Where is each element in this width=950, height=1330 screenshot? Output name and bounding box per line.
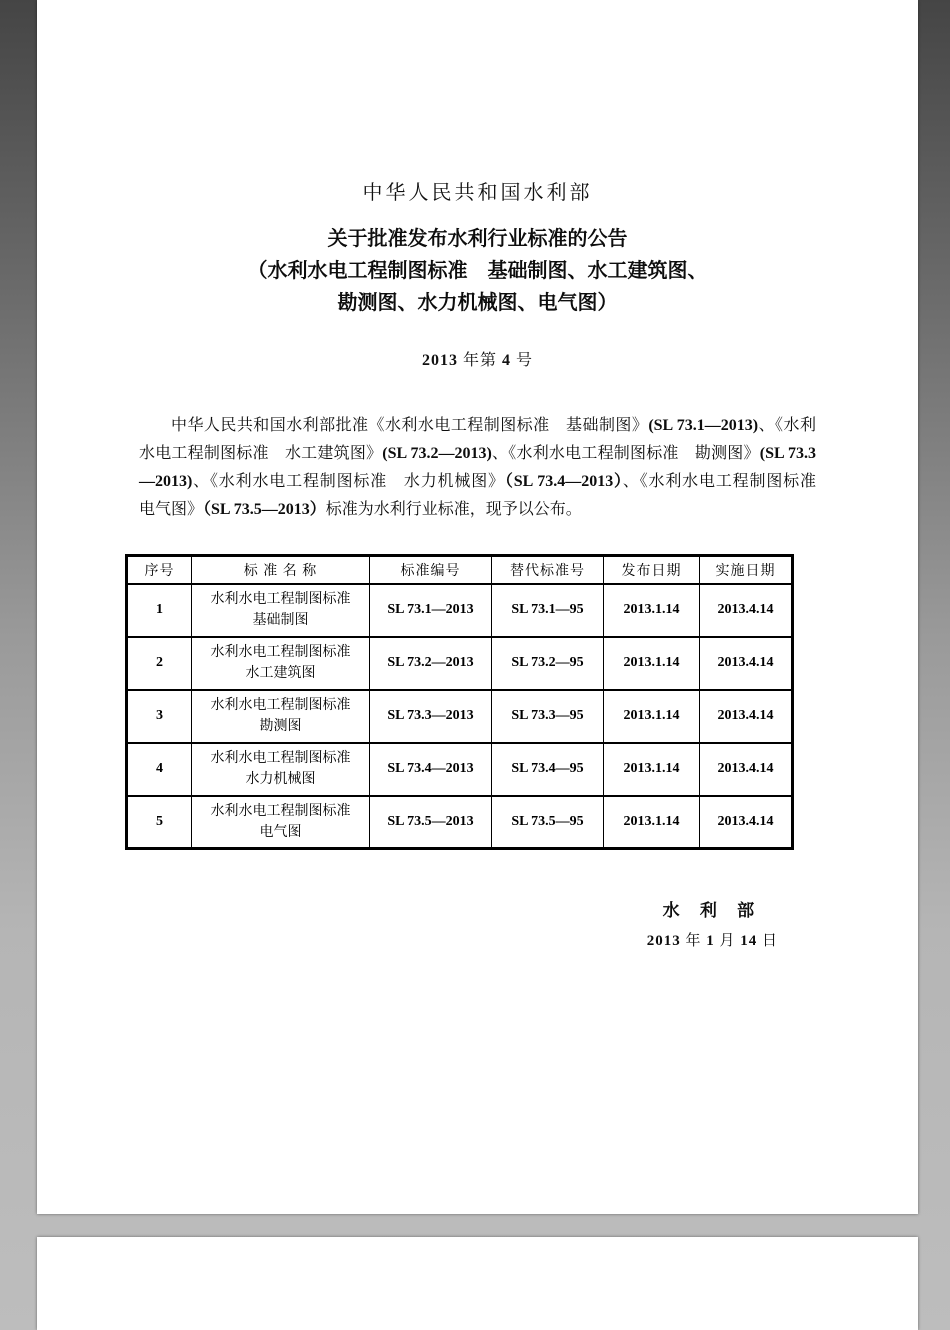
standard-name-line1: 水利水电工程制图标准 [210,698,351,713]
standard-name-line2: 基础制图 [252,613,309,628]
issue-number [37,347,918,370]
signature-inner [647,896,778,950]
cell-issue-date: 2013.1.14 [604,690,700,743]
announcement-body-segment: 、《水利水电工程制图标准 电气图》 [139,473,832,518]
col-header-no: 序号 [127,556,192,584]
cell-impl-date: 2013.4.14 [700,796,793,849]
table-row [127,637,793,690]
issue-number-segment: 4 [502,352,511,369]
signature-date-segment: 日 [757,933,778,949]
signature-block [37,896,778,950]
signature-date-segment: 月 [714,933,741,949]
cell-no: 3 [127,690,192,743]
cell-standard-name [192,584,370,637]
cell-code: SL 73.5—2013 [370,796,492,849]
cell-standard-name [192,796,370,849]
cell-no: 5 [127,796,192,849]
standards-table [125,554,794,850]
announcement-body-segment: (SL 73.2—2013) [382,445,492,462]
cell-no: 2 [127,637,192,690]
announcement-body-segment: 标准为水利行业标准，现予以公布。 [325,501,582,518]
cell-impl-date: 2013.4.14 [700,637,793,690]
table-row [127,743,793,796]
cell-issue-date: 2013.1.14 [604,796,700,849]
signature-date-segment: 14 [740,933,758,949]
signature-date-segment: 年 [680,933,707,949]
signature-organization: 水 利 部 [662,901,763,920]
standard-name-line1: 水利水电工程制图标准 [210,645,351,660]
signature-date-segment: 1 [706,933,715,949]
standard-name-line1: 水利水电工程制图标准 [210,592,351,607]
announcement-body-segment: 中华人民共和国水利部批准《水利水电工程制图标准 基础制图》 [171,417,649,434]
standard-name-line1: 水利水电工程制图标准 [210,803,351,819]
col-header-name: 标 准 名 称 [192,556,370,584]
cell-impl-date: 2013.4.14 [700,584,793,637]
cell-impl-date: 2013.4.14 [700,690,793,743]
document-page-1 [37,0,918,1214]
announcement-title [37,223,918,319]
announcement-title-line-2: （水利水电工程制图标准 基础制图、水工建筑图、 [247,260,708,282]
cell-code: SL 73.2—2013 [370,637,492,690]
standard-name-line2: 勘测图 [259,719,302,734]
cell-no: 4 [127,743,192,796]
announcement-body-segment: 、《水利水电工程制图标准 水工建筑图》 [139,417,816,462]
cell-issue-date: 2013.1.14 [604,637,700,690]
col-header-impl-date: 实施日期 [700,556,793,584]
announcement-body-segment: （SL 73.5—2013） [203,501,326,518]
cell-code: SL 73.4—2013 [370,743,492,796]
signature-date [647,929,778,950]
table-header-row [127,556,793,584]
announcement-body-segment: (SL 73.3—2013) [139,445,816,490]
cell-issue-date: 2013.1.14 [604,584,700,637]
announcement-body [139,412,832,524]
cell-no: 1 [127,584,192,637]
cell-issue-date: 2013.1.14 [604,743,700,796]
announcement-body-segment: 、《水利水电工程制图标准 水力机械图》 [192,473,505,490]
standard-name-line1: 水利水电工程制图标准 [210,751,351,766]
cell-code: SL 73.1—2013 [370,584,492,637]
cell-replaces: SL 73.3—95 [492,690,604,743]
announcement-title-line-3: 勘测图、水力机械图、电气图） [337,292,618,314]
standard-name-line2: 水工建筑图 [245,666,316,681]
cell-replaces: SL 73.2—95 [492,637,604,690]
signature-date-segment: 2013 [646,933,681,949]
issue-number-segment: 2013 [421,352,458,369]
table-row [127,796,793,849]
cell-code: SL 73.3—2013 [370,690,492,743]
col-header-issue-date: 发布日期 [604,556,700,584]
document-page-2-edge [37,1237,918,1330]
cell-replaces: SL 73.4—95 [492,743,604,796]
announcement-body-segment: (SL 73.1—2013) [648,417,759,434]
announcement-body-segment: 、《水利水电工程制图标准 勘测图》 [491,445,760,462]
cell-standard-name [192,637,370,690]
ministry-title: 中华人民共和国水利部 [362,182,593,204]
announcement-title-line-1: 关于批准发布水利行业标准的公告 [327,228,628,250]
standard-name-line2: 电气图 [259,824,302,840]
col-header-code: 标准编号 [370,556,492,584]
col-header-replaces: 替代标准号 [492,556,604,584]
cell-standard-name [192,690,370,743]
cell-replaces: SL 73.5—95 [492,796,604,849]
cell-replaces: SL 73.1—95 [492,584,604,637]
table-row [127,690,793,743]
issue-number-segment: 号 [511,352,534,369]
cell-impl-date: 2013.4.14 [700,743,793,796]
cell-standard-name [192,743,370,796]
standard-name-line2: 水力机械图 [245,772,316,787]
issue-number-segment: 年第 [457,352,502,369]
announcement-body-segment: （SL 73.4—2013） [504,473,623,490]
table-row [127,584,793,637]
